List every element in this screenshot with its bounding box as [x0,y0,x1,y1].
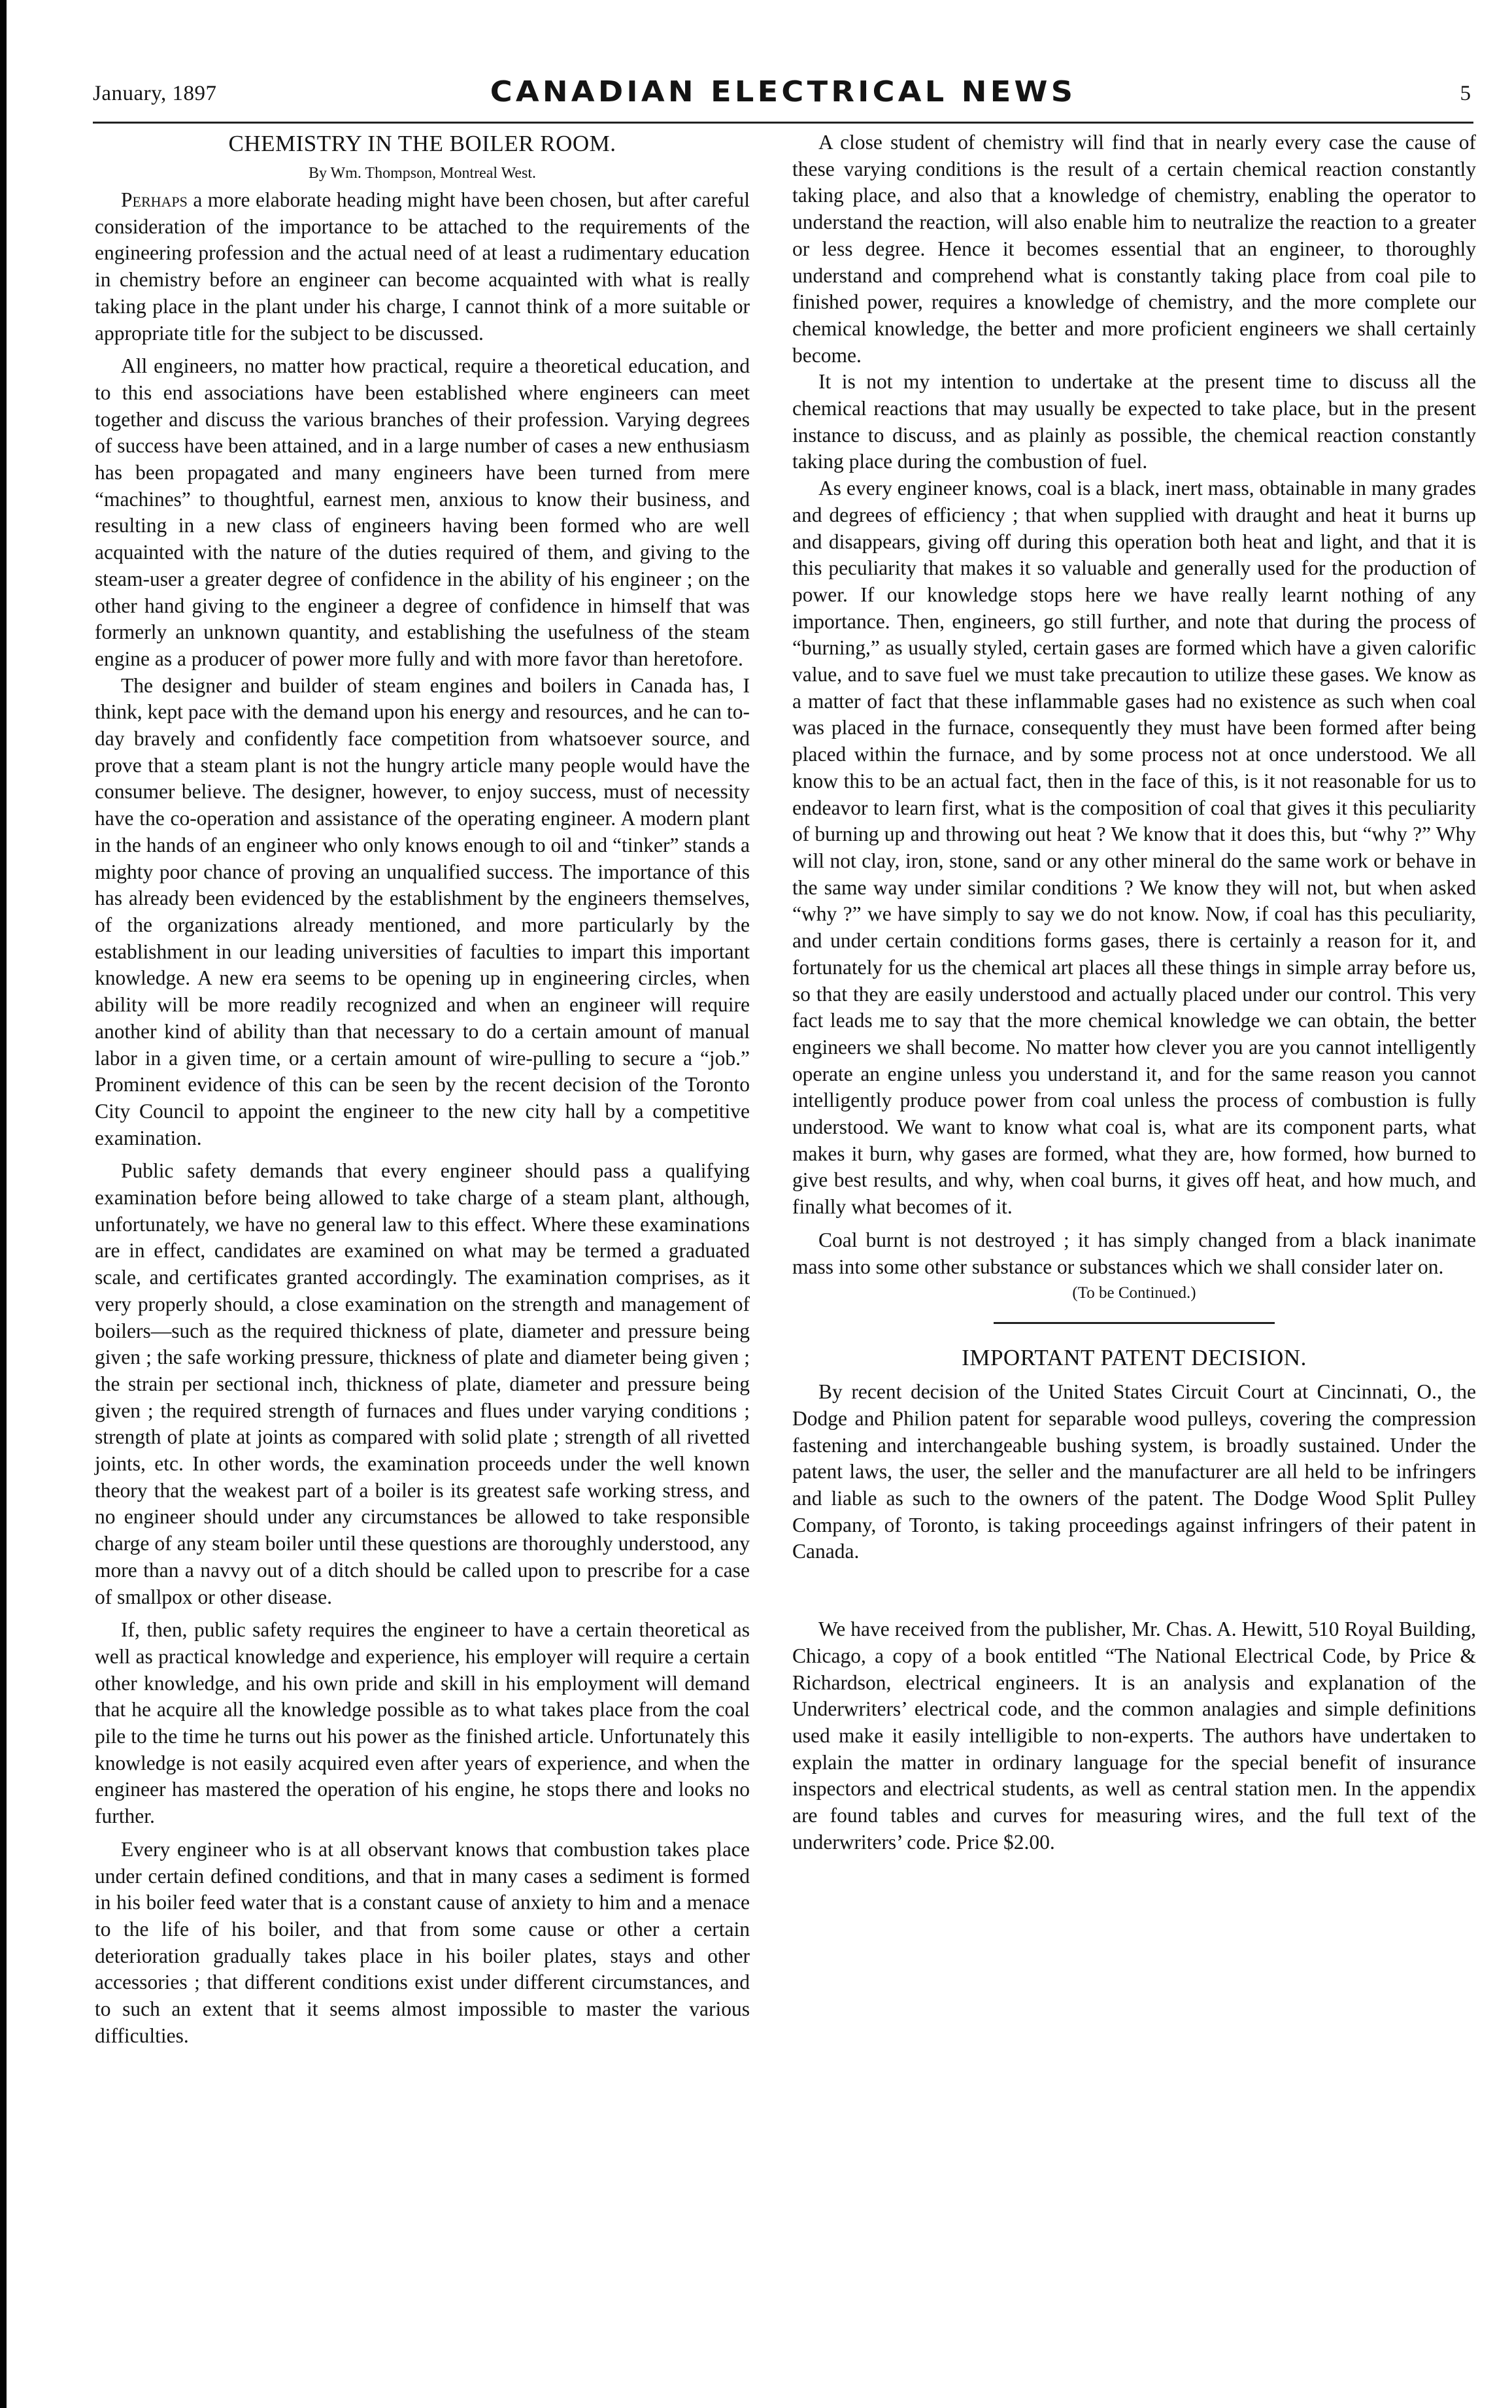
left-column [95,129,750,2050]
issue-date: January, 1897 [93,82,217,105]
paragraph: We have received from the publisher, Mr. Chas. A. Hewitt, 510 Royal Building, Chicago, a copy of a book entitled “The National Electrical Code, by Price & Richardson, electrical engineers. It is an analysis and explanation of the Underwriters’ electrical code, and the common analagies and simple definitions used make it easily intelligible to non-experts. The authors have undertaken to explain the matter in ordinary language for the special benefit of insurance inspectors and electrical students, as well as central station men. In the appendix are found tables and curves for measuring wires, and the full text of the underwriters’ code. Price $2.00. [792,1618,1476,1854]
article-title-chemistry: CHEMISTRY IN THE BOILER ROOM. [228,131,616,156]
paragraph: Every engineer who is at all observant knows that combustion takes place under certain defined conditions, and that in many cases a sediment is formed in his boiler feed water that is a constant cause of anxiety to him and a menace to the life of his boiler, and that from some cause or other a certain deterioration gradually takes place in his boiler plates, stays and other accessories ; that different conditions exist under different circumstances, and to such an extent that it seems almost impossible to master the various difficulties. [95,1837,750,2047]
paragraph: If, then, public safety requires the engineer to have a certain theoretical as well as practical knowledge and experience, his employer will require a certain other knowledge, and his own pride and skill in his employment will demand that he acquire all the knowledge possible as to what takes place from the coal pile to the time he turns out his power as the finished article. Unfortunately this knowledge is not easily acquired even after years of experience, and when the engineer has mastered the operation of his engine, he stops there and looks no further. [95,1618,750,1828]
paragraph: It is not my intention to undertake at the present time to discuss all the chemical reactions that may usually be expected to take place, but in the present instance to discuss, and as plainly as possible, the chemical reaction constantly taking place during the combustion of fuel. [792,370,1476,473]
paragraph: Perhaps a more elaborate heading might have been chosen, but after careful consideration of the importance to be attached to the requirements of the engineering profession and the actual need of at least a rudimentary education in chemistry before an engineer can become acquainted with what is really taking place in the plant under his charge, I cannot think of a more suitable or appropriate title for the subject to be discussed. [95,188,750,345]
right-column [792,129,1476,1856]
paragraph: Coal burnt is not destroyed ; it has simply changed from a black inanimate mass into some other substance or substances which we shall consider later on. [792,1228,1476,1278]
masthead-title: CANADIAN ELECTRICAL NEWS [490,75,1077,109]
left-margin-bar [0,0,7,2408]
paragraph: All engineers, no matter how practical, require a theoretical education, and to this end associations have been established where engineers can meet together and discuss the various branches of their profession. Varying degrees of success have been attained, and in a large number of cases a new enthusiasm has been propagated and many engineers have been turned from mere “machines” to thoughtful, earnest men, anxious to know their business, and resulting in a new class of engineers having been formed who are well acquainted with the nature of the duties required of them, and giving to the steam-user a greater degree of confidence in the ability of his engineer ; on the other hand giving to the engineer a degree of confidence in himself that was formerly an unknown quantity, and establishing the usefulness of the steam engine as a producer of power more fully and with more favor than heretofore. [95,354,750,670]
header-rule [93,122,1473,124]
article-title-patent: IMPORTANT PATENT DECISION. [962,1345,1307,1371]
paragraph: By recent decision of the United States Circuit Court at Cincinnati, O., the Dodge and Philion patent for separable wood pulleys, covering the compression fastening and interchangeable bushing system, is broadly sustained. Under the patent laws, the user, the seller and the manufacturer are all held to be infringers and liable as such to the owners of the patent. The Dodge Wood Split Pulley Company, of Toronto, is taking proceedings against infringers of their patent in Canada. [792,1380,1476,1563]
article-byline: By Wm. Thompson, Montreal West. [308,165,537,182]
paragraph: A close student of chemistry will find that in nearly every case the cause of these varying conditions is the result of a certain chemical reaction constantly taking place, and also that a knowledge of chemistry, enabling the operator to understand the reaction, will also enable him to neutralize the reaction to a greater or less degree. Hence it becomes essential that an engineer, to thoroughly understand and comprehend what is constantly taking place from coal pile to finished power, requires a knowledge of chemistry, and the more complete our chemical knowledge, the better and more proficient engineers we shall certainly become. [792,131,1476,367]
continued-note: (To be Continued.) [1072,1284,1196,1302]
paragraph: The designer and builder of steam engines and boilers in Canada has, I think, kept pace with the demand upon his energy and resources, and he can to-day bravely and confidently face competition from whatsoever source, and prove that a steam plant is not the hungry article many people would have the consumer believe. The designer, however, to enjoy success, must of necessity have the co-operation and assistance of the operating engineer. A modern plant in the hands of an engineer who only knows enough to oil and “tinker” stands a mighty poor chance of proving an unqualified success. The importance of this has already been evidenced by the establishment by the engineers themselves, of the organizations already mentioned, and more particularly by the establishment in our leading universities of faculties to impart this important knowledge. A new era seems to be opening up in engineering circles, when ability will be more readily recognized and when an engineer will require another kind of ability than that necessary to do a certain amount of manual labor in a given time, or a certain amount of wire-pulling to secure a “job.” Prominent evidence of this can be seen by the recent decision of the Toronto City Council to appoint the engineer to the new city hall by a competitive examination. [95,673,750,1149]
lead-word: Perhaps [121,188,188,211]
page-header [93,75,1473,114]
section-divider [994,1322,1275,1324]
paragraph: Public safety demands that every engineer should pass a qualifying examination before being allowed to take charge of a steam plant, although, unfortunately, we have no general law to this effect. Where these examinations are in effect, candidates are examined on what may be termed a graduated scale, and certificates granted accordingly. The examination comprises, as it very properly should, a close examination on the strength and management of boilers—such as the required thickness of plate, diameter and pressure being given ; the safe working pressure, thickness of plate and diameter being given ; the strain per sectional inch, thickness of plate, diameter and pressure being given ; the required strength of furnaces and flues under varying conditions ; strength of plate at joints as compared with solid plate ; strength of all rivetted joints, etc. In other words, the examination proceeds under the well known theory that the weakest part of a boiler is its greatest safe working stress, and no engineer should under any circumstances be allowed to take responsible charge of any steam boiler until these questions are thoroughly understood, any more than a navvy out of a ditch should be called upon to prescribe for a case of smallpox or other disease. [95,1159,750,1608]
paragraph: As every engineer knows, coal is a black, inert mass, obtainable in many grades and degrees of efficiency ; that when supplied with draught and heat it burns up and disappears, giving off during this operation both heat and light, and that it is this peculiarity that makes it so valuable and generally used for the production of power. If our knowledge stops here we have really learnt nothing of any importance. Then, engineers, go still further, and note that during the process of “burning,” as usually styled, certain gases are formed which have a given calorific value, and to save fuel we must take precaution to utilize these gases. We know as a matter of fact that these inflammable gases had no existence as such when coal was placed in the furnace, consequently they must have been formed after being placed within the furnace, and by some process not at once understood. We all know this to be an actual fact, then in the face of this, is it not reasonable for us to endeavor to learn first, what is the composition of coal that gives it this peculiarity of burning up and throwing out heat ? We know that it does this, but “why ?” Why will not clay, iron, stone, sand or any other mineral do the same work or behave in the same way under similar conditions ? We know they will not, but when asked “why ?” we have simply to say we do not know. Now, if coal has this peculiarity, and under certain conditions forms gases, there is certainly a reason for it, and fortunately for us the chemical art places all these things in simple array before us, so that they are easily understood and actually placed under our control. This very fact leads me to say that the more chemical knowledge we can obtain, the better engineers we shall become. No matter how clever you are you cannot intelligently operate an engine unless you understand it, and for the same reason you cannot intelligently produce power from coal unless the process of combustion is fully understood. We want to know what coal is, what are its component parts, what makes it burn, why gases are formed, what they are, how formed, how burned to give best results, and why, when coal burns, it gives off heat, and how much, and finally what becomes of it. [792,477,1476,1219]
page-number: 5 [1460,82,1471,105]
